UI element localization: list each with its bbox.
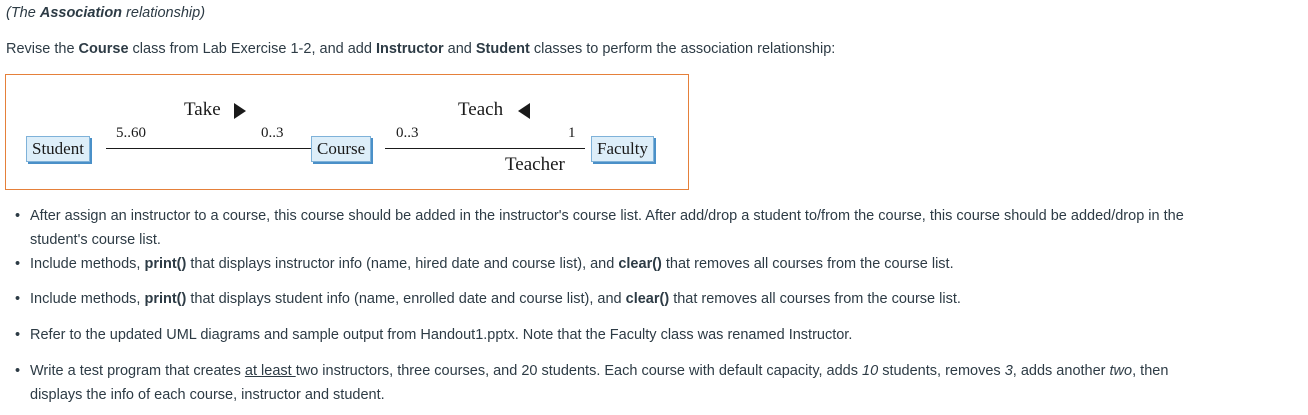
student-class-name: Student (475, 41, 530, 57)
intro-text: classes to perform the association relationship: (529, 41, 836, 57)
list-item (8, 323, 1303, 347)
take-label: Take (184, 99, 221, 120)
bullet-text: that removes all courses from the course list. (669, 291, 961, 307)
teach-label: Teach (458, 99, 504, 120)
list-item (8, 252, 1303, 276)
italic-number: 10 (862, 363, 879, 379)
multiplicity-course-left: 0..3 (261, 125, 284, 141)
multiplicity-faculty: 1 (568, 125, 576, 141)
teacher-role-label: Teacher (505, 154, 565, 175)
bullet-text: that displays instructor info (name, hired date and course list), and (186, 256, 619, 272)
student-course-line (106, 148, 312, 149)
course-faculty-line (385, 148, 585, 149)
method-print: print() (144, 256, 187, 272)
bullet-text: that removes all courses from the course list. (661, 256, 954, 272)
intro-text: and (443, 41, 476, 57)
bullet-text: two instructors, three courses, and 20 students. Each course with default capacity, adds (295, 363, 863, 379)
italic-number: two (1109, 363, 1133, 379)
bullet-text: students, removes (878, 363, 1005, 379)
student-class-box: Student (26, 136, 90, 162)
method-clear: clear() (618, 256, 662, 272)
bullet-text: that displays student info (name, enrolled date and course list), and (186, 291, 626, 307)
title-bold: Association (39, 5, 123, 21)
bullet-text: After assign an instructor to a course, this course should be added in the instructor's course list. After add/drop a student to/from the course, this course should be added/drop in the (30, 208, 1184, 224)
faculty-class-box: Faculty (591, 136, 654, 162)
intro-text: Revise the (6, 41, 79, 57)
intro-paragraph (6, 41, 835, 57)
bullet-text: Write a test program that creates (30, 363, 245, 379)
multiplicity-student: 5..60 (116, 125, 146, 141)
italic-number: 3 (1004, 363, 1013, 379)
bullet-text: Refer to the updated UML diagrams and sample output from Handout1.pptx. Note that the Faculty class was renamed Instructor. (30, 327, 853, 343)
arrow-left-icon (517, 103, 531, 119)
course-class-name: Course (78, 41, 129, 57)
intro-text: class from Lab Exercise 1-2, and add (128, 41, 376, 57)
bullet-text: Include methods, (30, 291, 145, 307)
uml-association-diagram (5, 74, 689, 190)
section-title (6, 5, 205, 21)
course-class-box: Course (311, 136, 371, 162)
arrow-right-icon (233, 103, 247, 119)
list-item (8, 359, 1303, 407)
method-clear: clear() (625, 291, 670, 307)
underlined-text: at least (244, 363, 296, 379)
method-print: print() (144, 291, 187, 307)
list-item (8, 287, 1303, 311)
bullet-text: , then (1132, 363, 1169, 379)
bullet-text: student's course list. (30, 232, 161, 248)
instructor-class-name: Instructor (375, 41, 444, 57)
bullet-text: , adds another (1012, 363, 1110, 379)
bullet-text: displays the info of each course, instructor and student. (30, 387, 385, 403)
title-open: (The (6, 5, 40, 21)
bullet-text: Include methods, (30, 256, 145, 272)
multiplicity-course-right: 0..3 (396, 125, 419, 141)
list-item (8, 204, 1303, 252)
title-rest: relationship) (122, 5, 206, 21)
